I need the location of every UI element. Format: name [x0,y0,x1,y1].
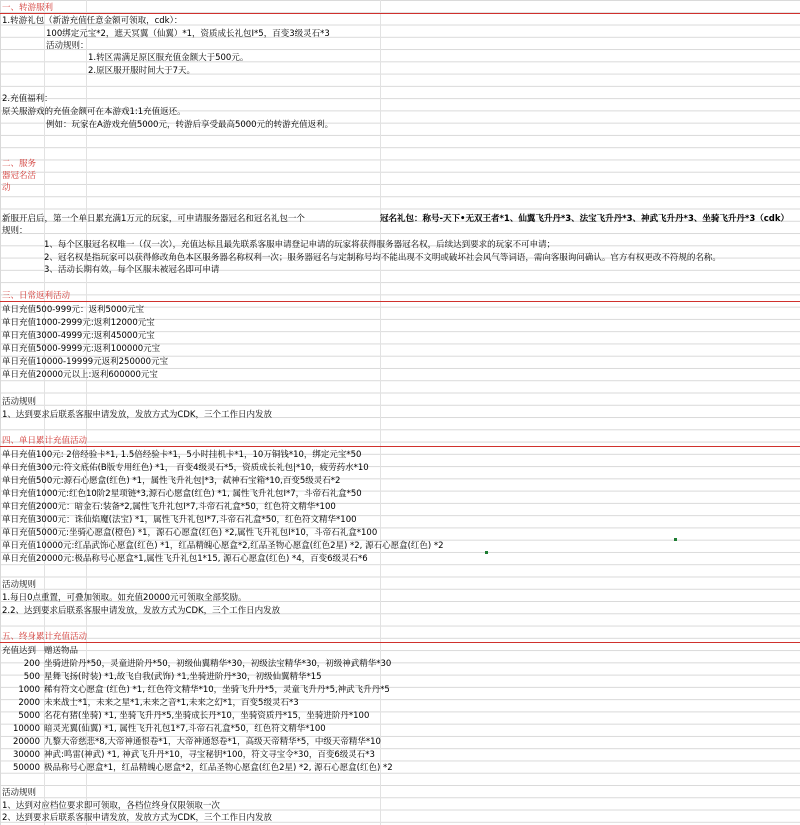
list-item: 单日充值300元:符文底佑(B版专用红色) *1， 百变4级灵石*5，资质成长礼包|*10，疲劳药水*10 [2,463,369,473]
gift-cell: 九黎大帝慈悲*8,大帝神通恨卷*1，大帝神通怒卷*1，高级天帝精华*5，中级天帝精华*10 [44,737,381,747]
section-underline [0,301,800,302]
section-title: 动 [2,183,11,193]
gift-cell: 未来战士*1，未来之星*1,未来之音*1,未来之幻*1，百变5级灵石*3 [44,698,299,708]
amount-cell: 10000 [12,724,40,734]
rule-line: 2、达到要求后联系客服申请发放，发放方式为CDK，三个工作日内发放 [2,813,272,823]
amount-cell: 1000 [18,685,40,695]
rule-line: 2.2、达到要求后联系客服申请发放，发放方式为CDK，三个工作日内发放 [2,606,281,616]
list-item: 单日充值1000-2999元:返利12000元宝 [2,318,155,328]
rule-title: 活动规则 [2,580,37,590]
list-item: 单日充值500元:源石心愿盒(红色) *1，属性飞升礼包|*3，弑神石宝箱*10,百变5级灵石*2 [2,476,341,486]
list-item: 单日充值3000-4999元:返利45000元宝 [2,331,155,341]
cell-comment-marker [485,551,488,554]
gift-cell: 暗灵光翼(仙翼) *1, 属性飞升礼包1*7,斗帝石礼盒*50，红色符文精华*100 [44,724,326,734]
list-item: 单日充值20000元:极品称号心愿盒*1,属性飞升礼包1*15, 源石心愿盒(红色) *4，百变6级灵石*6 [2,554,368,564]
gift-cell: 名花有猪(坐骑) *1, 坐骑飞升丹*5,坐骑成长丹*10，坐骑资质丹*15，坐骑进阶丹*100 [44,711,370,721]
section-underline [0,642,800,643]
text-line: 2.原区服开服时间大于7天。 [88,66,196,76]
gift-cell: 稀有符文心愿盒 (红色) *1, 红色符文精华*10，坐骑飞升丹*5，灵童飞升丹*5,神武飞升丹*5 [44,685,390,695]
rule-title: 活动规则 [2,788,37,798]
amount-cell: 20000 [12,737,40,747]
section-title: 五、终身累计充值活动 [2,632,88,642]
gift-cell: 神武:鸣雷(神武) *1, 神武飞升丹*10，寻宝秘钥*100，符文寻宝令*30，百变6级灵石*3 [44,750,375,760]
rule-line: 3、活动长期有效，每个区服未被冠名即可申请 [44,265,220,275]
title-gift-line: 冠名礼包：称号-天下•无双王者*1、仙翼飞升丹*3、法宝飞升丹*3、神武飞升丹*3、坐骑飞升丹*3（cdk） [380,214,790,224]
list-item: 单日充值5000-9999元:返利100000元宝 [2,344,161,354]
column-line [380,0,381,825]
list-item: 单日充值500-999元：返利5000元宝 [2,305,145,315]
list-item: 单日充值2000元：暗金石:装备*2,属性飞升礼包I*7,斗帝石礼盒*50，红色符文精华*100 [2,502,336,512]
amount-cell: 50000 [12,763,40,773]
section-title: 器冠名活 [2,171,37,181]
section-underline [0,13,800,14]
text-line: 2.充值福利： [2,94,53,104]
list-item: 单日充值10000-19999元返利250000元宝 [2,357,169,367]
amount-cell: 2000 [18,698,40,708]
text-line: 1.转区需满足原区服充值金额大于500元。 [88,53,249,63]
rule-line: 1.每日0点重置，可叠加领取。如充值20000元可领取全部奖励。 [2,593,247,603]
text-line: 规则： [2,226,28,236]
rule-line: 1、达到对应档位要求即可领取，各档位终身仅限领取一次 [2,801,220,811]
amount-cell: 5000 [18,711,40,721]
gift-cell: 星舞飞扬(时装) *1,故飞自我(武饰) *1,坐骑进阶丹*30，初级仙翼精华*15 [44,672,322,682]
text-line: 新服开启后，第一个单日累充满1万元的玩家，可申请服务器冠名和冠名礼包一个 [2,214,305,224]
section-title: 二、服务 [2,159,37,169]
section-underline [0,446,800,447]
text-line: 1.转游礼包（新游充值任意金额可领取，cdk）： [2,16,183,26]
rule-line: 2、冠名权是指玩家可以获得修改角色本区服务器名称权利一次；服务器冠名与定制称号均不能出现不文明或破坏社会风气等词语，需向客服询问确认。官方有权更改不符规的名称。 [44,253,721,263]
list-item: 单日充值100元: 2倍经验卡*1, 1.5倍经验卡*1，5小时挂机卡*1，10万铜钱*10，绑定元宝*50 [2,450,362,460]
list-item: 单日充值5000元:坐骑心愿盒(橙色) *1，源石心愿盒(红色) *2,属性飞升礼包I*10，斗帝石礼盒*100 [2,528,378,538]
gift-cell: 极品称号心愿盒*1，红品精魄心愿盒*2，红品圣物心愿盒(红色2星) *2, 源石心愿盒(红色) *2 [44,763,393,773]
amount-cell: 500 [23,672,40,682]
column-header: 充值达到 [2,646,37,656]
list-item: 单日充值20000元以上:返利600000元宝 [2,370,158,380]
amount-cell: 200 [23,659,40,669]
rule-line: 1、达到要求后联系客服申请发放，发放方式为CDK，三个工作日内发放 [2,410,272,420]
text-line: 活动规则： [46,41,89,51]
section-title: 四、单日累计充值活动 [2,436,88,446]
rule-line: 1、每个区服冠名权唯一（仅一次），充值达标且最先联系客服申请登记申请的玩家将获得服务器冠名权，后续达到要求的玩家不可申请； [44,240,556,250]
text-line: 例如：玩家在A游戏充值5000元，转游后享受最高5000元的转游充值返利。 [46,120,334,130]
column-header: 赠送物品 [44,646,79,656]
rule-title: 活动规则 [2,397,37,407]
amount-cell: 30000 [12,750,40,760]
section-title: 三、日常返利活动 [2,291,71,301]
gift-cell: 坐骑进阶丹*50，灵童进阶丹*50，初级仙翼精华*30，初级法宝精华*30，初级神武精华*30 [44,659,392,669]
text-line: 原关服游戏的充值金额可在本游戏1:1充值返还。 [2,107,186,117]
list-item: 单日充值1000元:红色10阶2星项链*3,源石心愿盒(红色) *1, 属性飞升礼包I*7，斗帝石礼盒*50 [2,489,362,499]
section-title: 一、转游服利 [2,3,54,13]
list-item: 单日充值3000元：诛仙焰魔(法宝) *1，属性飞升礼包I*7,斗帝石礼盒*50，红色符文精华*100 [2,515,357,525]
cell-comment-marker [674,538,677,541]
text-line: 100绑定元宝*2，遮天冥翼（仙翼）*1，资质成长礼包I*5，百变3级灵石*3 [46,29,330,39]
list-item: 单日充值10000元:红品武饰心愿盒(红色) *1，红品精魄心愿盒*2,红品圣物心愿盒(红色2星) *2, 源石心愿盒(红色) *2 [2,541,444,551]
